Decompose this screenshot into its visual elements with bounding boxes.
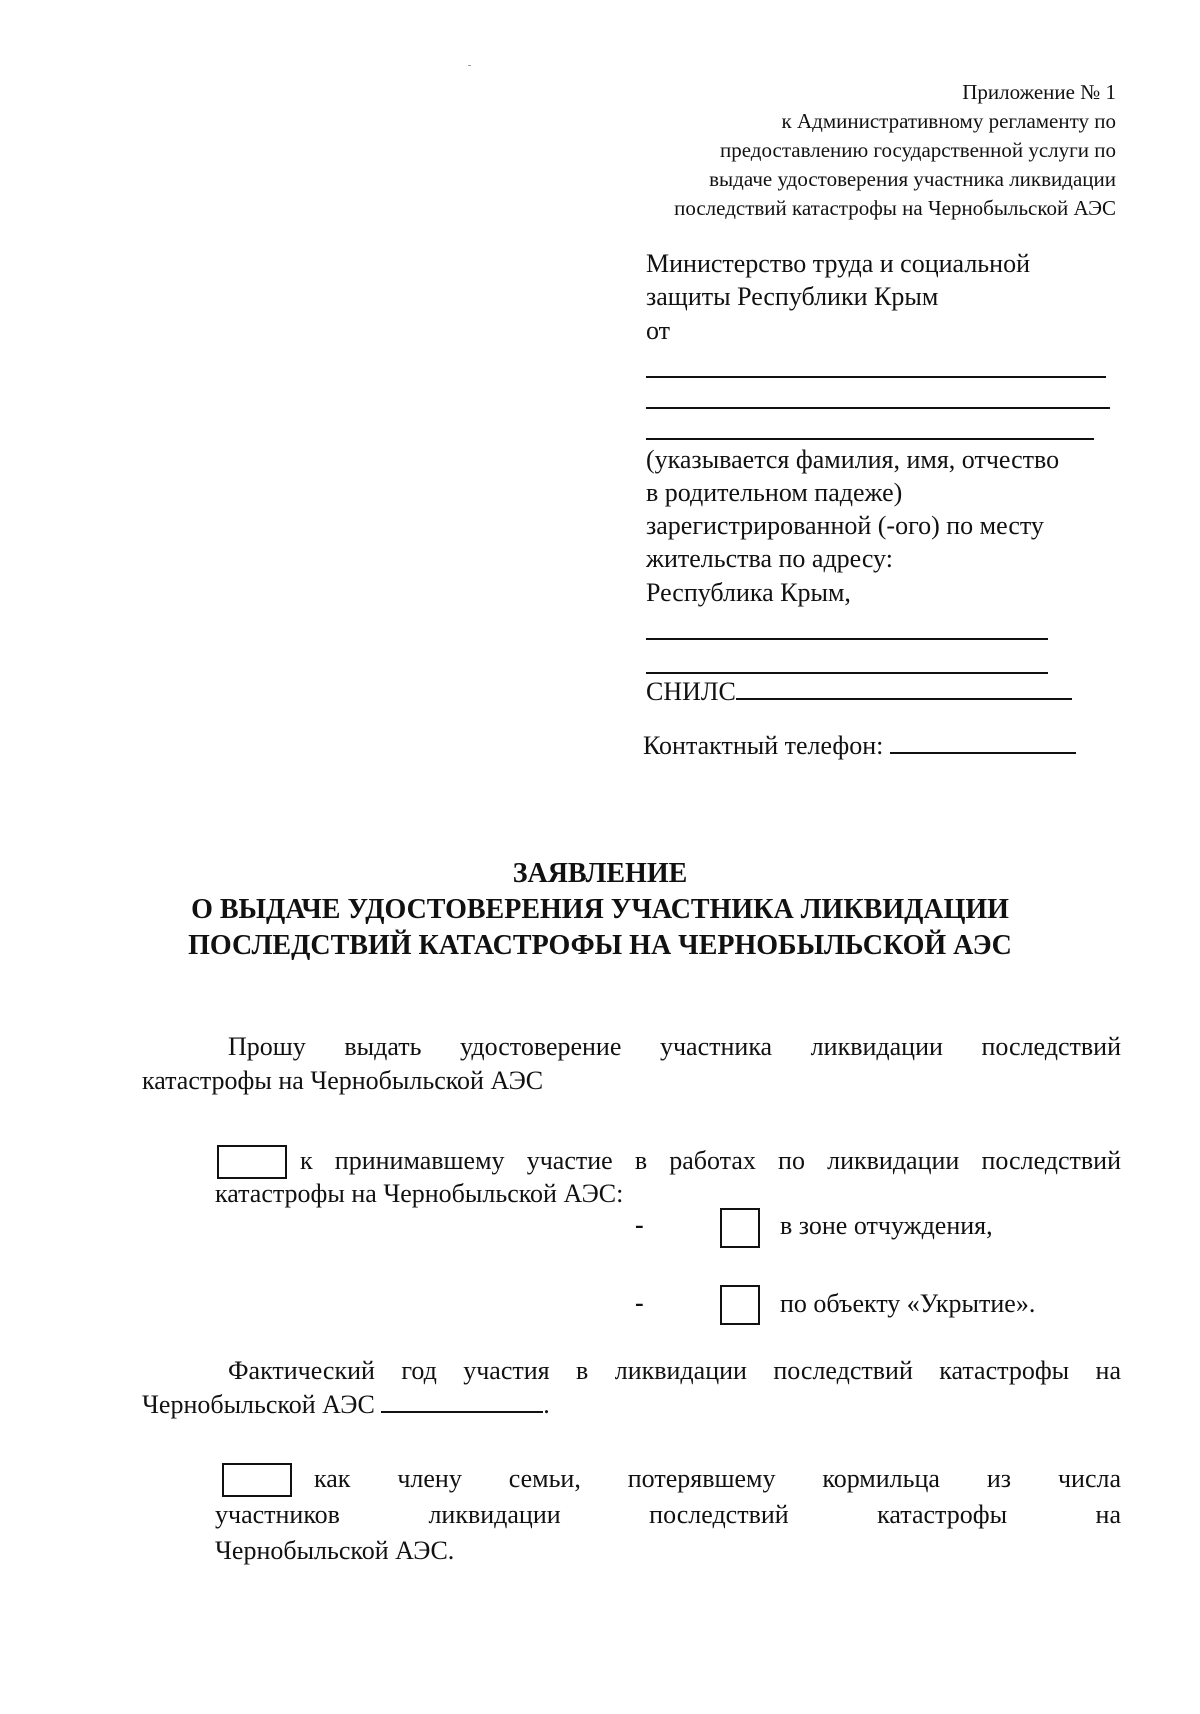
document-title: ЗАЯВЛЕНИЕ	[512, 858, 688, 889]
snils-row	[646, 675, 1072, 708]
document-subtitle: ПОСЛЕДСТВИЙ КАТАСТРОФЫ НА ЧЕРНОБЫЛЬСКОЙ АЭС	[188, 930, 1012, 961]
phone-label: Контактный телефон:	[643, 731, 884, 760]
family-option-text: Чернобыльской АЭС.	[215, 1536, 455, 1565]
snils-field[interactable]	[736, 676, 1072, 700]
applicant-name-line[interactable]	[646, 438, 1094, 440]
address-line[interactable]	[646, 638, 1048, 640]
appendix-number: Приложение № 1	[962, 80, 1116, 104]
address-line[interactable]	[646, 672, 1048, 674]
appendix-line: последствий катастрофы на Чернобыльской АЭС	[674, 196, 1116, 220]
exclusion-zone-checkbox[interactable]	[720, 1208, 760, 1248]
list-dash: -	[635, 1288, 644, 1317]
year-row	[142, 1388, 550, 1422]
appendix-annotation	[556, 78, 1116, 223]
addressee-line: Министерство труда и социальной	[646, 249, 1030, 278]
exclusion-zone-label: в зоне отчуждения,	[780, 1211, 993, 1240]
year-text: Чернобыльской АЭС	[142, 1390, 375, 1419]
request-text: катастрофы на Чернобыльской АЭС	[142, 1066, 544, 1095]
snils-label: СНИЛС	[646, 677, 736, 706]
participant-option-text: к принимавшему участие в работах по ликвидации последствий	[300, 1146, 1121, 1175]
appendix-line: предоставлению государственной услуги по	[720, 138, 1116, 162]
list-dash: -	[635, 1210, 644, 1239]
shelter-object-checkbox[interactable]	[720, 1285, 760, 1325]
appendix-line: выдаче удостоверения участника ликвидации	[709, 167, 1116, 191]
shelter-object-label: по объекту «Укрытие».	[780, 1289, 1036, 1318]
scan-speck	[468, 65, 471, 66]
registration-text: жительства по адресу:	[646, 544, 893, 573]
participant-option-text: катастрофы на Чернобыльской АЭС:	[215, 1179, 624, 1208]
appendix-line: к Административному регламенту по	[781, 109, 1116, 133]
applicant-name-line[interactable]	[646, 376, 1106, 378]
phone-row	[643, 729, 1076, 762]
document-subtitle: О ВЫДАЧЕ УДОСТОВЕРЕНИЯ УЧАСТНИКА ЛИКВИДАЦИИ	[191, 894, 1009, 925]
registration-text: зарегистрированной (-ого) по месту	[646, 511, 1044, 540]
year-field[interactable]	[381, 1389, 543, 1413]
applicant-name-line[interactable]	[646, 407, 1110, 409]
year-period: .	[543, 1390, 550, 1419]
phone-field[interactable]	[890, 730, 1076, 754]
participant-checkbox[interactable]	[217, 1145, 287, 1179]
request-text: Прошу выдать удостоверение участника ликвидации последствий	[228, 1032, 1121, 1061]
family-option-text: участников ликвидации последствий катастрофы на	[215, 1500, 1121, 1529]
family-member-checkbox[interactable]	[222, 1463, 292, 1497]
name-hint: в родительном падеже)	[646, 478, 903, 507]
name-hint: (указывается фамилия, имя, отчество	[646, 445, 1060, 474]
addressee-line: защиты Республики Крым	[646, 282, 939, 311]
region-text: Республика Крым,	[646, 578, 851, 607]
year-text: Фактический год участия в ликвидации последствий катастрофы на	[228, 1356, 1121, 1385]
from-label: от	[646, 316, 671, 345]
family-option-text: как члену семьи, потерявшему кормильца из числа	[314, 1464, 1121, 1493]
